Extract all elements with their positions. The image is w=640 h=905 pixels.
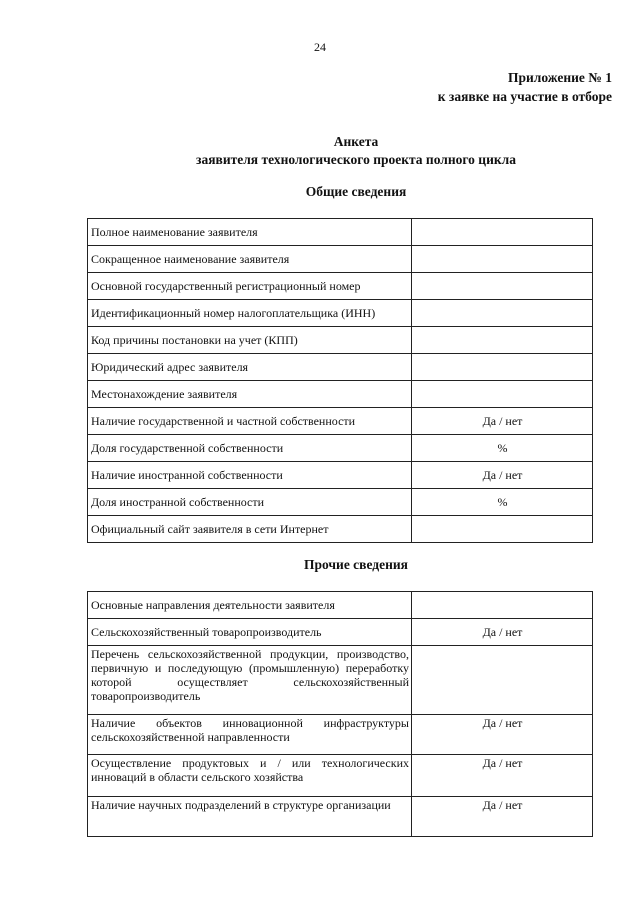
row-label: Доля государственной собственности [88, 435, 412, 462]
page-number: 24 [314, 40, 326, 54]
row-value: % [412, 435, 593, 462]
row-value [412, 646, 593, 715]
row-value [412, 300, 593, 327]
table-row [88, 619, 593, 646]
table-row [88, 273, 593, 300]
table-row [88, 489, 593, 516]
row-label: Официальный сайт заявителя в сети Интернет [88, 516, 412, 543]
table-row [88, 592, 593, 619]
row-value [412, 381, 593, 408]
row-value [412, 246, 593, 273]
row-label: Основной государственный регистрационный номер [88, 273, 412, 300]
row-value [412, 592, 593, 619]
table-row [88, 797, 593, 837]
row-value [412, 327, 593, 354]
row-value [412, 516, 593, 543]
table-row [88, 715, 593, 755]
general-info-table [87, 218, 593, 543]
questionnaire-title: Анкета [333, 134, 379, 149]
table-row [88, 354, 593, 381]
row-label: Наличие иностранной собственности [88, 462, 412, 489]
row-value: Да / нет [412, 755, 593, 797]
row-value: Да / нет [412, 619, 593, 646]
row-label: Доля иностранной собственности [88, 489, 412, 516]
row-value [412, 273, 593, 300]
appendix-heading [438, 68, 612, 106]
table-row [88, 327, 593, 354]
general-section-heading: Общие сведения [305, 184, 407, 199]
appendix-line-1: Приложение № 1 [508, 70, 612, 85]
row-label: Наличие государственной и частной собственности [88, 408, 412, 435]
row-value: % [412, 489, 593, 516]
table-row [88, 219, 593, 246]
row-label: Юридический адрес заявителя [88, 354, 412, 381]
row-label: Полное наименование заявителя [88, 219, 412, 246]
table-row [88, 755, 593, 797]
row-value: Да / нет [412, 797, 593, 837]
table-row [88, 408, 593, 435]
row-label: Идентификационный номер налогоплательщика (ИНН) [88, 300, 412, 327]
questionnaire-title-block [36, 133, 640, 169]
row-label: Наличие научных подразделений в структуре организации [88, 797, 412, 837]
row-label: Перечень сельскохозяйственной продукции, производство, первичную и последующую (промышленную) переработку которой осуществляет сельскохозяйственный товаропроизводитель [88, 646, 412, 715]
table-row [88, 646, 593, 715]
row-value: Да / нет [412, 715, 593, 755]
row-value: Да / нет [412, 462, 593, 489]
row-label: Код причины постановки на учет (КПП) [88, 327, 412, 354]
appendix-line-2: к заявке на участие в отборе [437, 89, 612, 104]
row-label: Основные направления деятельности заявителя [88, 592, 412, 619]
table-row [88, 462, 593, 489]
other-section-heading: Прочие сведения [304, 557, 408, 572]
row-value: Да / нет [412, 408, 593, 435]
row-label: Сокращенное наименование заявителя [88, 246, 412, 273]
table-row [88, 435, 593, 462]
table-row [88, 300, 593, 327]
questionnaire-subtitle: заявителя технологического проекта полного цикла [196, 152, 516, 167]
row-value [412, 219, 593, 246]
row-value [412, 354, 593, 381]
row-label: Сельскохозяйственный товаропроизводитель [88, 619, 412, 646]
row-label: Осуществление продуктовых и / или технологических инноваций в области сельского хозяйства [88, 755, 412, 797]
other-info-table [87, 591, 593, 837]
table-row [88, 246, 593, 273]
table-row [88, 516, 593, 543]
row-label: Наличие объектов инновационной инфраструктуры сельскохозяйственной направленности [88, 715, 412, 755]
row-label: Местонахождение заявителя [88, 381, 412, 408]
table-row [88, 381, 593, 408]
